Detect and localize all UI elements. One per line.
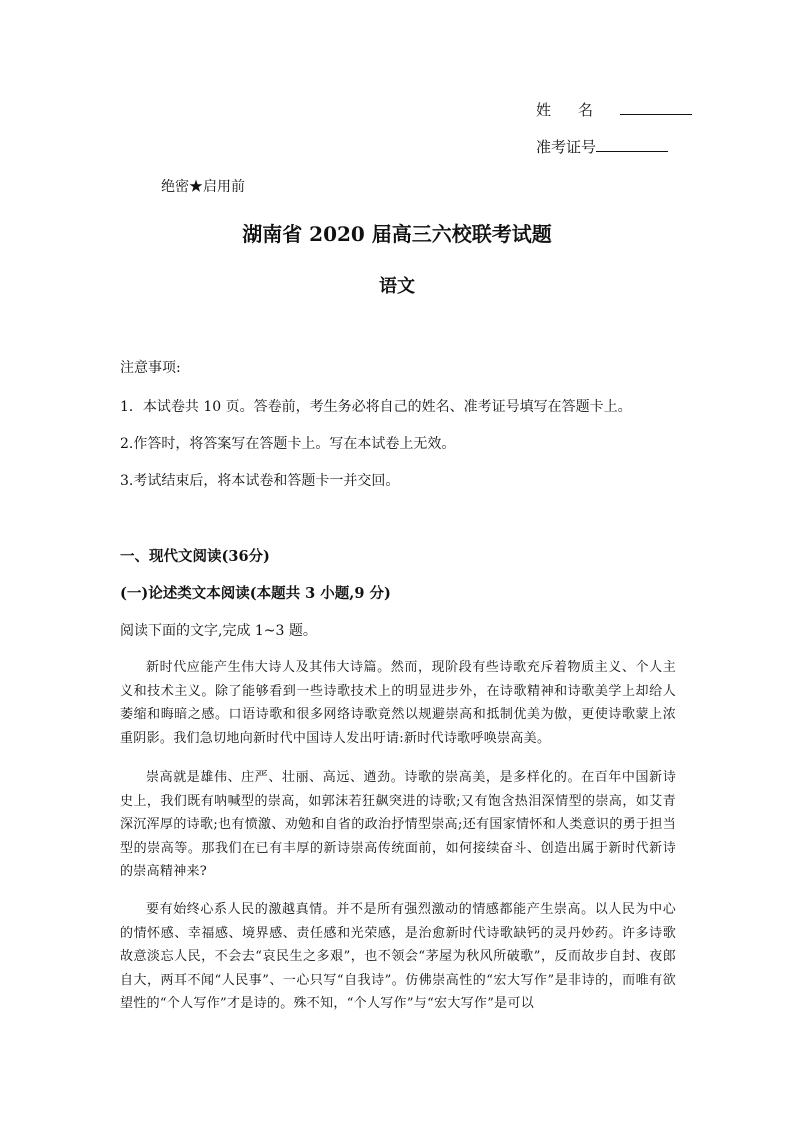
- passage-paragraph: 崇高就是雄伟、庄严、壮丽、高远、遒劲。诗歌的崇高美，是多样化的。在百年中国新诗史上，我们既有呐喊型的崇高，如郭沫若狂飙突进的诗歌;又有饱含热泪深情型的崇高，如艾青深沉浑厚的诗歌;也有愤激、劝勉和自省的政治抒情型崇高;还有国家情怀和人类意识的勇于担当型的崇高等。那我们在已有丰厚的新诗崇高传统面前，如何接续奋斗、创造出属于新时代新诗的崇高精神来?: [120, 770, 676, 879]
- notes-heading: 注意事项:: [120, 360, 181, 376]
- note-item: 1．本试卷共 10 页。答卷前，考生务必将自己的姓名、准考证号填写在答题卡上。: [120, 399, 632, 415]
- name-blank: [620, 100, 692, 115]
- note-item: 2.作答时，将答案写在答题卡上。写在本试卷上无效。: [120, 436, 456, 452]
- name-label: 姓名: [536, 101, 621, 119]
- name-field: [536, 99, 692, 120]
- subject-title: 语文: [379, 276, 415, 297]
- reading-instruction: 阅读下面的文字,完成 1~3 题。: [120, 623, 317, 639]
- note-item: 3.考试结束后，将本试卷和答题卡一并交回。: [120, 473, 400, 489]
- exam-id-label: 准考证号: [536, 138, 597, 156]
- secret-mark: 绝密★启用前: [161, 179, 245, 195]
- passage-paragraph: 要有始终心系人民的激越真情。并不是所有强烈激动的情感都能产生崇高。以人民为中心的情怀感、幸福感、境界感、责任感和光荣感，是治愈新时代诗歌缺钙的灵丹妙药。许多诗歌故意淡忘人民，不会去“哀民生之多艰”，也不领会“茅屋为秋风所破歌”，反而故步自封、夜郎自大，两耳不闻“人民事”、一心只写“自我诗”。仿佛崇高性的“宏大写作”是非诗的，而唯有欲望性的“个人写作”才是诗的。殊不知，“个人写作”与“宏大写作”是可以: [120, 902, 676, 1011]
- exam-id-blank: [596, 137, 668, 152]
- exam-id-field: [536, 136, 668, 157]
- section-heading: 一、现代文阅读(36分): [120, 548, 270, 565]
- page-title: 湖南省 2020 届高三六校联考试题: [242, 222, 552, 246]
- passage-paragraph: 新时代应能产生伟大诗人及其伟大诗篇。然而，现阶段有些诗歌充斥着物质主义、个人主义和技术主义。除了能够看到一些诗歌技术上的明显进步外，在诗歌精神和诗歌美学上却给人萎缩和晦暗之感。口语诗歌和很多网络诗歌竟然以规避崇高和抵制优美为傲，更使诗歌蒙上浓重阴影。我们急切地向新时代中国诗人发出吁请:新时代诗歌呼唤崇高美。: [120, 660, 676, 746]
- subsection-heading: (一)论述类文本阅读(本题共 3 小题,9 分): [120, 585, 391, 602]
